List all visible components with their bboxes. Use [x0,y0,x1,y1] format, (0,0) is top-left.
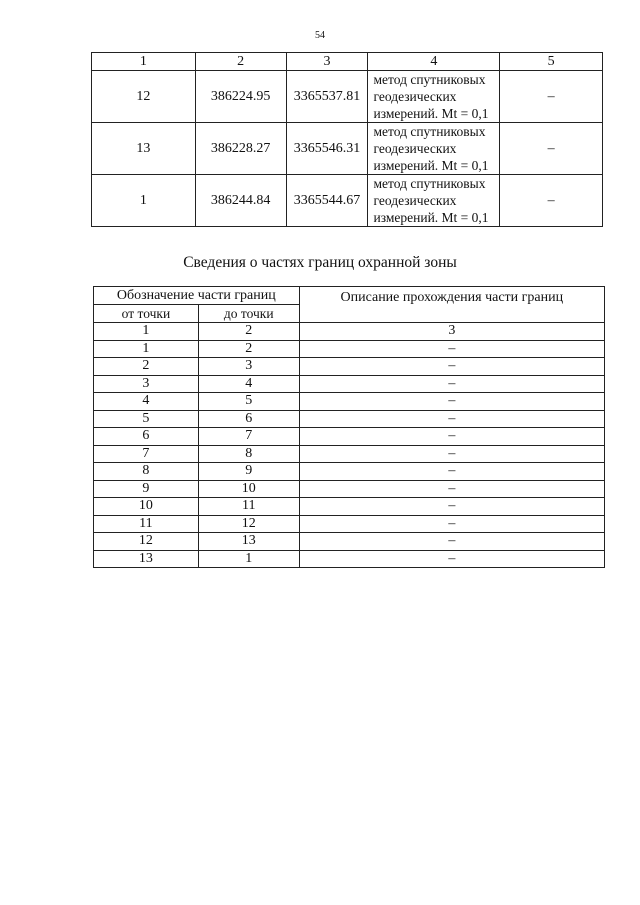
header-cell: 4 [368,53,500,71]
note-cell: – [500,175,603,227]
table-row [94,358,605,376]
boundary-parts-table [93,286,605,568]
table-row [94,480,605,498]
method-description [368,123,500,175]
coordinates-header-row [92,53,603,71]
table-row [94,410,605,428]
part-description: – [299,340,604,358]
point-number: 1 [92,175,196,227]
table-row [94,428,605,446]
to-point: 2 [198,340,299,358]
to-point: 5 [198,393,299,411]
coord-y: 3365544.67 [286,175,368,227]
to-point: 4 [198,375,299,393]
table-row [94,375,605,393]
part-description: – [299,498,604,516]
part-description: – [299,358,604,376]
to-point: 8 [198,445,299,463]
method-line: геодезических [373,89,457,104]
from-point: 2 [94,358,199,376]
parts-header-row [94,287,605,305]
coord-y: 3365537.81 [286,71,368,123]
from-point: 13 [94,550,199,568]
to-point: 13 [198,533,299,551]
method-line: измерений. Mt = 0,1 [373,158,489,173]
coord-y: 3365546.31 [286,123,368,175]
to-point: 7 [198,428,299,446]
table-row [92,175,603,227]
point-number: 12 [92,71,196,123]
part-description: – [299,550,604,568]
table-row [94,515,605,533]
to-point: 10 [198,480,299,498]
from-point: 10 [94,498,199,516]
table-row [94,533,605,551]
to-point: 12 [198,515,299,533]
column-number: 2 [198,323,299,341]
from-point: 12 [94,533,199,551]
table-row [92,123,603,175]
page-number: 54 [315,30,325,41]
table-row [94,550,605,568]
method-line: геодезических [373,141,457,156]
to-point: 1 [198,550,299,568]
from-point: 6 [94,428,199,446]
to-point: 11 [198,498,299,516]
part-description: – [299,393,604,411]
part-description: – [299,375,604,393]
from-point: 7 [94,445,199,463]
coordinates-table [91,52,603,227]
method-line: измерений. Mt = 0,1 [373,106,489,121]
header-cell: 2 [195,53,286,71]
table-row [92,71,603,123]
boundary-part-header: Обозначение части границ [94,287,300,305]
table-row [94,498,605,516]
to-point: 6 [198,410,299,428]
from-point: 1 [94,340,199,358]
table-row [94,463,605,481]
from-point: 11 [94,515,199,533]
column-number: 3 [299,323,604,341]
to-point: 9 [198,463,299,481]
coord-x: 386244.84 [195,175,286,227]
part-description: – [299,428,604,446]
point-number: 13 [92,123,196,175]
from-point: 8 [94,463,199,481]
note-cell: – [500,71,603,123]
method-line: метод спутниковых [373,176,486,191]
method-line: измерений. Mt = 0,1 [373,210,489,225]
part-description: – [299,445,604,463]
coord-x: 386224.95 [195,71,286,123]
to-point: 3 [198,358,299,376]
header-cell: 5 [500,53,603,71]
to-point-header: до точки [198,305,299,323]
note-cell: – [500,123,603,175]
from-point-header: от точки [94,305,199,323]
part-description: – [299,480,604,498]
part-description: – [299,410,604,428]
part-description: – [299,463,604,481]
header-cell: 3 [286,53,368,71]
method-description [368,71,500,123]
table-row [94,393,605,411]
method-line: геодезических [373,193,457,208]
from-point: 3 [94,375,199,393]
section-title: Сведения о частях границ охранной зоны [183,254,457,271]
method-description [368,175,500,227]
part-description: – [299,515,604,533]
coord-x: 386228.27 [195,123,286,175]
header-cell: 1 [92,53,196,71]
table-row [94,445,605,463]
method-line: метод спутниковых [373,124,486,139]
from-point: 5 [94,410,199,428]
part-description: – [299,533,604,551]
column-numbering-row [94,323,605,341]
column-number: 1 [94,323,199,341]
from-point: 9 [94,480,199,498]
table-row [94,340,605,358]
description-header: Описание прохождения части границ [299,287,604,323]
method-line: метод спутниковых [373,72,486,87]
from-point: 4 [94,393,199,411]
